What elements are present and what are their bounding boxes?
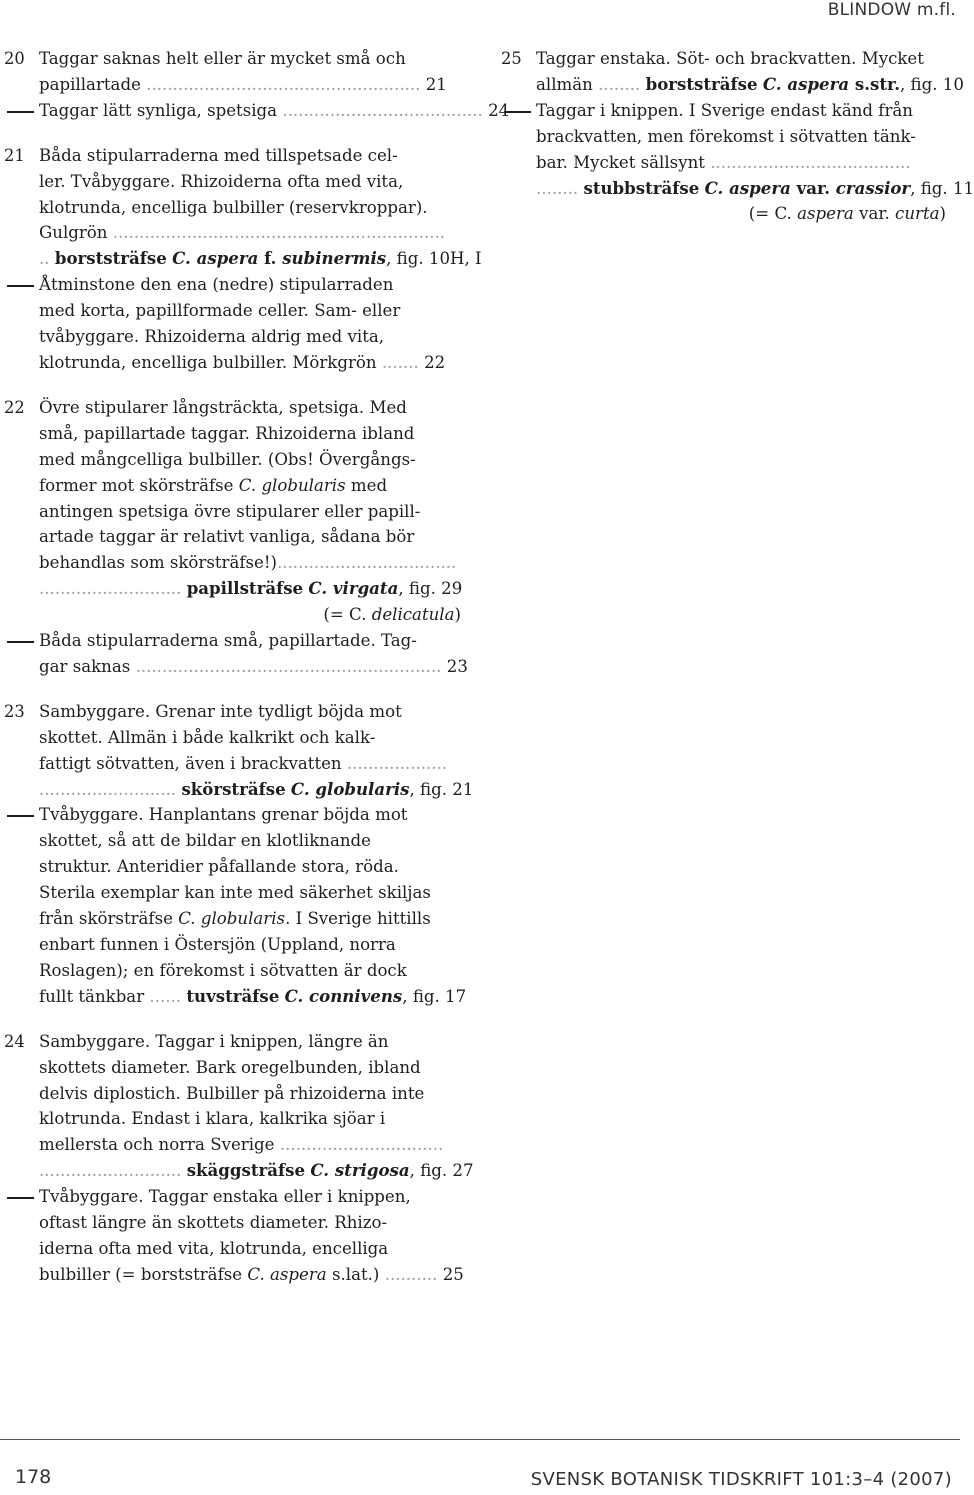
couplet-23: [0, 699, 475, 1010]
couplet-line: [0, 98, 510, 124]
key-text: former mot skörsträfse: [39, 475, 234, 495]
couplet-line: [497, 72, 964, 98]
couplet-line: [0, 1081, 475, 1107]
leader-dots: ........: [536, 178, 579, 198]
leader-dots: ...........................: [39, 579, 182, 599]
leader-dots: ......................................: [710, 152, 911, 172]
running-header-author: BLINDOW m.fl.: [827, 0, 956, 20]
couplet-line: [0, 777, 475, 803]
couplet-line: [0, 602, 475, 628]
taxon-genus: C.: [284, 985, 304, 1006]
couplet-line: [497, 46, 960, 72]
taxon-common-name: stubbsträfse: [583, 177, 700, 198]
taxon-genus: C.: [308, 578, 328, 599]
key-text: Sambyggare. Grenar inte tydligt böjda mot: [39, 701, 402, 721]
key-text: tvåbyggare. Rhizoiderna aldrig med vita,: [39, 327, 385, 347]
key-text: ler. Tvåbyggare. Rhizoiderna ofta med vita,: [39, 171, 404, 191]
couplet-24: [0, 1029, 475, 1288]
key-text: Tvåbyggare. Hanplantans grenar böjda mot: [39, 805, 408, 825]
couplet-line: [0, 932, 475, 958]
key-text: brackvatten, men förekomst i sötvatten tänk-: [536, 126, 916, 146]
couplet-line: [0, 72, 475, 98]
taxon-species: virgata: [332, 578, 399, 599]
key-text: fattigt sötvatten, även i brackvatten: [39, 753, 342, 773]
key-text: Taggar saknas helt eller är mycket små och: [39, 49, 406, 68]
lead-reference: 22: [424, 352, 446, 372]
taxon-species: aspera: [196, 248, 259, 269]
leader-dots: ..: [39, 249, 50, 269]
taxon-species: strigosa: [334, 1160, 410, 1181]
couplet-line: [0, 395, 475, 421]
taxon-common-name: papillsträfse: [186, 578, 304, 599]
key-text: Taggar i knippen. I Sverige endast känd från: [536, 100, 913, 120]
taxon-infraspecific: crassior: [835, 177, 911, 198]
lead-reference: 21: [425, 74, 447, 94]
couplet-number: 24: [4, 1031, 25, 1051]
taxon-species: aspera: [787, 73, 850, 94]
couplet-line: [0, 1236, 475, 1262]
key-text: med: [350, 475, 388, 495]
couplet-line: [0, 654, 475, 680]
couplet-line: [0, 272, 475, 298]
leader-dots: ...............................: [279, 1135, 444, 1155]
couplet-line: [0, 195, 475, 221]
figure-reference: , fig. 17: [402, 986, 467, 1006]
taxon-species: delicatula: [371, 605, 455, 625]
taxon-genus: C.: [290, 778, 310, 799]
couplet-line: [0, 473, 475, 499]
key-text: allmän: [536, 74, 593, 94]
alternative-dash: [7, 1197, 34, 1199]
taxon-genus: C.: [238, 475, 257, 495]
couplet-line: [0, 802, 475, 828]
leader-dots: ..........................................................: [135, 656, 442, 676]
key-text: klotrunda, encelliga bulbiller. Mörkgrön: [39, 352, 377, 372]
couplet-22: [0, 395, 475, 680]
taxon-infraspecific: subinermis: [282, 248, 387, 269]
couplet-line: [0, 550, 475, 576]
couplet-line: [0, 1184, 475, 1210]
taxon-genus: C.: [178, 909, 196, 929]
key-text: iderna ofta med vita, klotrunda, encelliga: [39, 1238, 389, 1258]
figure-reference: , fig. 21: [409, 779, 474, 799]
leader-dots: ......................................: [282, 100, 483, 120]
taxon-species: globularis: [200, 909, 286, 929]
synonym-text: (= C.: [748, 204, 792, 224]
key-text: Roslagen); en förekomst i sötvatten är dock: [39, 960, 407, 980]
leader-dots: ...........................: [39, 1161, 182, 1181]
key-text: Båda stipularraderna små, papillartade. Tag-: [39, 631, 417, 651]
couplet-line: [0, 751, 475, 777]
couplet-line: [0, 699, 475, 725]
leader-dots: ..........................: [39, 779, 177, 799]
taxon-genus: C.: [704, 177, 724, 198]
couplet-line: [0, 906, 475, 932]
taxon-rank: var.: [796, 177, 830, 198]
taxon-common-name: borststräfse: [54, 248, 167, 269]
page-number: 178: [15, 1466, 52, 1488]
key-text: Gulgrön: [39, 223, 108, 243]
couplet-line: [0, 958, 475, 984]
alternative-dash: [7, 285, 34, 287]
couplet-line: [0, 46, 475, 72]
alternative-dash: [7, 815, 34, 817]
couplet-line: [0, 1106, 475, 1132]
couplet-line: [0, 350, 475, 376]
couplet-line: [0, 447, 475, 473]
couplet-line: [0, 880, 475, 906]
couplet-line: [0, 220, 475, 246]
couplet-line: [0, 1029, 475, 1055]
key-text: behandlas som skörsträfse!): [39, 553, 277, 573]
couplet-line: [497, 176, 974, 202]
couplet-line: [0, 143, 475, 169]
taxon-species: aspera: [729, 177, 791, 198]
key-text: med korta, papillformade celler. Sam- eller: [39, 301, 401, 321]
journal-reference: SVENSK BOTANISK TIDSKRIFT 101:3–4 (2007): [530, 1469, 952, 1490]
synonym-text: (= C.: [323, 605, 367, 625]
figure-reference: , fig. 10H, I: [386, 249, 482, 269]
key-text: fullt tänkbar: [39, 986, 145, 1006]
couplet-line: [0, 1158, 475, 1184]
taxon-species: connivens: [309, 985, 403, 1006]
taxon-rank: f.: [264, 248, 277, 269]
key-text: Tvåbyggare. Taggar enstaka eller i knippen,: [39, 1187, 411, 1207]
taxon-species: globularis: [261, 475, 346, 495]
figure-reference: , fig. 10: [899, 74, 964, 94]
synonym-text: ): [939, 204, 946, 224]
key-text: s.lat.): [331, 1264, 380, 1284]
key-column-left: [0, 46, 510, 1288]
taxon-common-name: tuvsträfse: [186, 985, 280, 1006]
couplet-line: [0, 828, 475, 854]
key-column-right: [497, 46, 974, 227]
key-text: struktur. Anteridier påfallande stora, röda.: [39, 857, 399, 877]
taxon-genus: C.: [762, 73, 782, 94]
couplet-number: 23: [4, 701, 25, 721]
key-text: delvis diplostich. Bulbiller på rhizoiderna inte: [39, 1083, 425, 1103]
couplet-line: [0, 854, 475, 880]
taxon-common-name: borststräfse: [645, 73, 758, 94]
couplet-25: [497, 46, 974, 227]
couplet-line: [0, 984, 475, 1010]
leader-dots: ...............................................................: [112, 223, 446, 243]
synonym-text: ): [454, 605, 461, 625]
figure-reference: , fig. 11: [910, 178, 974, 198]
taxon-rank: var.: [859, 204, 890, 224]
taxon-species: aspera: [270, 1264, 327, 1284]
key-text: bulbiller (= borststräfse: [39, 1264, 243, 1284]
couplet-line: [0, 725, 475, 751]
alternative-dash: [7, 641, 34, 643]
footer-divider: [0, 1439, 960, 1440]
key-text: papillartade: [39, 74, 141, 94]
key-text: skottet, så att de bildar en klotliknande: [39, 831, 371, 851]
key-text: Sambyggare. Taggar i knippen, längre än: [39, 1031, 389, 1051]
couplet-number: 21: [4, 145, 25, 165]
alternative-dash: [7, 111, 34, 113]
couplet-line: [497, 201, 960, 227]
couplet-line: [0, 524, 475, 550]
leader-dots: ..........: [384, 1264, 438, 1284]
taxon-common-name: skäggsträfse: [186, 1160, 306, 1181]
couplet-line: [0, 1132, 475, 1158]
couplet-line: [0, 324, 475, 350]
alternative-dash: [504, 111, 531, 113]
couplet-line: [0, 628, 475, 654]
couplet-20: [0, 46, 510, 124]
taxon-rank: s.str.: [854, 73, 900, 94]
couplet-number: 25: [501, 49, 522, 68]
couplet-line: [497, 124, 960, 150]
key-text: skottet. Allmän i både kalkrikt och kalk-: [39, 727, 376, 747]
couplet-line: [0, 1262, 475, 1288]
key-text: antingen spetsiga övre stipularer eller papill-: [39, 501, 421, 521]
couplet-line: [497, 150, 960, 176]
taxon-genus: C.: [172, 248, 191, 269]
key-text: artade taggar är relativt vanliga, sådana bör: [39, 527, 415, 547]
key-text: små, papillartade taggar. Rhizoiderna ibland: [39, 423, 415, 443]
couplet-line: [0, 169, 475, 195]
couplet-line: [0, 246, 482, 272]
taxon-infraspecific: curta: [895, 204, 940, 224]
key-text: klotrunda, encelliga bulbiller (reservkroppar).: [39, 197, 428, 217]
couplet-21: [0, 143, 482, 376]
key-text: från skörsträfse: [39, 909, 173, 929]
key-text: gar saknas: [39, 656, 131, 676]
couplet-number: 20: [4, 49, 25, 68]
couplet-line: [0, 1210, 475, 1236]
lead-reference: 24: [488, 100, 510, 120]
lead-reference: 25: [442, 1264, 464, 1284]
couplet-line: [0, 421, 475, 447]
couplet-line: [0, 298, 475, 324]
couplet-line: [0, 499, 475, 525]
key-text: mellersta och norra Sverige: [39, 1135, 275, 1155]
key-text: Övre stipularer långsträckta, spetsiga. Med: [39, 397, 407, 417]
leader-dots: ........: [598, 74, 641, 94]
key-text: klotrunda. Endast i klara, kalkrika sjöar i: [39, 1109, 386, 1129]
key-text: Taggar enstaka. Söt- och brackvatten. Mycket: [536, 49, 924, 68]
key-text: oftast längre än skottets diameter. Rhizo-: [39, 1213, 388, 1233]
couplet-number: 22: [4, 397, 25, 417]
leader-dots: .......: [381, 352, 419, 372]
leader-dots: ....................................................: [146, 74, 421, 94]
taxon-common-name: skörsträfse: [181, 778, 286, 799]
key-text: Sterila exemplar kan inte med säkerhet skiljas: [39, 883, 431, 903]
key-text: Båda stipularraderna med tillspetsade cel-: [39, 145, 398, 165]
taxon-species: aspera: [797, 204, 854, 224]
couplet-line: [497, 98, 960, 124]
key-text: . I Sverige hittills: [285, 909, 431, 929]
figure-reference: , fig. 27: [409, 1161, 474, 1181]
taxon-genus: C.: [247, 1264, 265, 1284]
lead-reference: 23: [446, 656, 468, 676]
key-text: skottets diameter. Bark oregelbunden, ibland: [39, 1057, 421, 1077]
taxon-genus: C.: [310, 1160, 330, 1181]
leader-dots: ......: [149, 986, 182, 1006]
couplet-line: [0, 1055, 475, 1081]
key-text: Åtminstone den ena (nedre) stipularraden: [39, 275, 394, 295]
taxon-species: globularis: [315, 778, 410, 799]
key-text: Taggar lätt synliga, spetsiga: [39, 100, 278, 120]
leader-dots: ..................................: [276, 553, 457, 573]
couplet-line: [0, 576, 475, 602]
leader-dots: ...................: [346, 753, 448, 773]
figure-reference: , fig. 29: [398, 579, 463, 599]
key-text: enbart funnen i Östersjön (Uppland, norra: [39, 935, 396, 954]
key-text: med mångcelliga bulbiller. (Obs! Övergångs-: [39, 449, 416, 469]
key-text: bar. Mycket sällsynt: [536, 152, 705, 172]
